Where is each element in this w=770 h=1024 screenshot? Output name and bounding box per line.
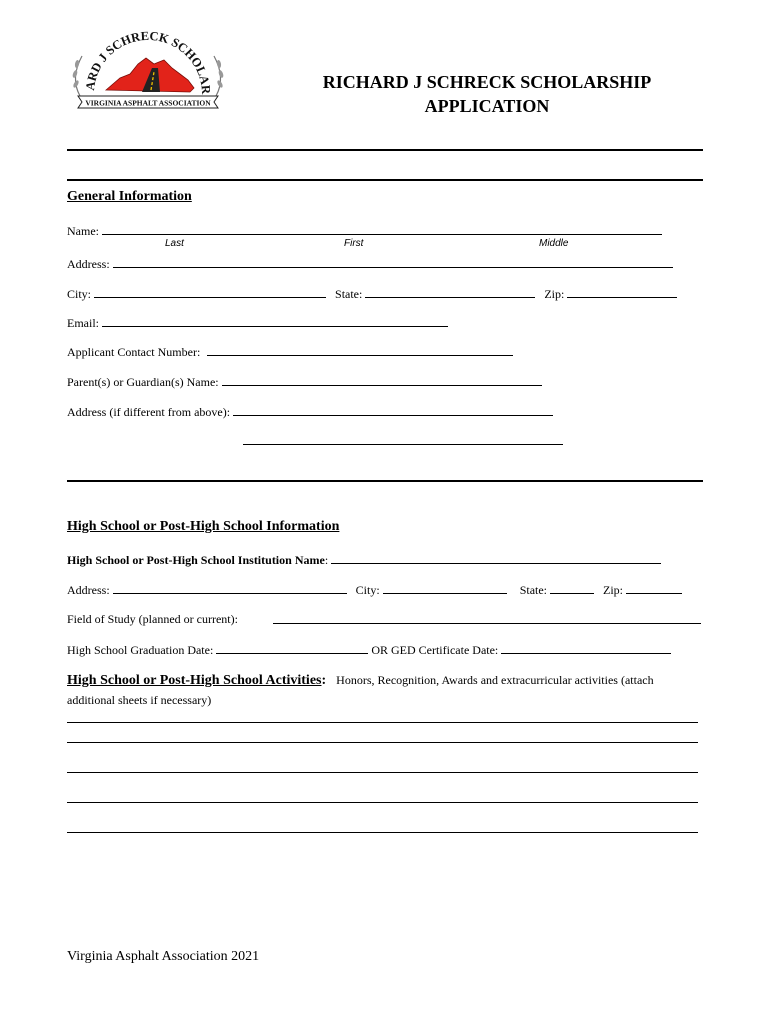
school-zip-label: Zip: xyxy=(603,583,624,597)
form-title-line2: APPLICATION xyxy=(424,96,550,116)
form-title-line1: RICHARD J SCHRECK SCHOLARSHIP xyxy=(322,72,652,92)
institution-row xyxy=(67,552,661,568)
activities-line-2[interactable] xyxy=(67,742,698,743)
association-logo xyxy=(68,18,228,118)
school-state-field[interactable] xyxy=(550,582,594,594)
school-city-field[interactable] xyxy=(383,582,507,594)
school-state-label: State: xyxy=(519,583,548,597)
divider xyxy=(67,149,703,151)
activities-row xyxy=(67,671,654,689)
alt-address-row xyxy=(67,404,553,420)
institution-label: High School or Post-High School Institution Name xyxy=(67,553,325,567)
zip-field[interactable] xyxy=(567,286,677,298)
city-field[interactable] xyxy=(94,286,326,298)
ged-date-field[interactable] xyxy=(501,642,671,654)
name-label: Name: xyxy=(67,224,99,238)
name-row xyxy=(67,223,662,239)
logo-seal-icon xyxy=(68,18,228,118)
activities-line-1[interactable] xyxy=(67,722,698,723)
contact-field[interactable] xyxy=(207,344,513,356)
address-field[interactable] xyxy=(113,256,673,268)
alt-address-label: Address (if different from above): xyxy=(67,405,231,419)
activities-heading: High School or Post-High School Activities xyxy=(67,673,322,688)
email-field[interactable] xyxy=(102,315,448,327)
contact-row xyxy=(67,344,513,360)
school-address-label: Address: xyxy=(67,583,110,597)
field-of-study-label: Field of Study (planned or current): xyxy=(67,612,238,626)
school-address-row xyxy=(67,582,682,598)
institution-field[interactable] xyxy=(331,552,661,564)
parent-field[interactable] xyxy=(222,374,542,386)
grad-date-row xyxy=(67,642,671,658)
activities-colon: : xyxy=(321,673,327,688)
state-field[interactable] xyxy=(365,286,535,298)
email-row xyxy=(67,315,448,331)
ged-date-label: OR GED Certificate Date: xyxy=(371,643,499,657)
footer-text: Virginia Asphalt Association 2021 xyxy=(67,949,260,964)
school-city-label: City: xyxy=(355,583,380,597)
field-of-study-field[interactable] xyxy=(273,612,701,624)
name-field[interactable] xyxy=(102,223,662,235)
school-zip-field[interactable] xyxy=(626,582,682,594)
activities-desc-line1: Honors, Recognition, Awards and extracurricular activities (attach xyxy=(336,673,654,687)
svg-text:VIRGINIA ASPHALT ASSOCIATION: VIRGINIA ASPHALT ASSOCIATION xyxy=(85,98,211,108)
first-sublabel: First xyxy=(344,238,364,249)
city-state-zip-row xyxy=(67,286,677,302)
activities-line-3[interactable] xyxy=(67,772,698,773)
divider xyxy=(67,480,703,482)
general-info-heading: General Information xyxy=(67,189,192,204)
grad-date-label: High School Graduation Date: xyxy=(67,643,214,657)
institution-colon: : xyxy=(324,553,329,567)
parent-label: Parent(s) or Guardian(s) Name: xyxy=(67,375,219,389)
activities-line-5[interactable] xyxy=(67,832,698,833)
activities-desc-line2: additional sheets if necessary) xyxy=(67,693,212,707)
email-label: Email: xyxy=(67,316,99,330)
address-label: Address: xyxy=(67,257,110,271)
alt-address-field-line2[interactable] xyxy=(243,433,563,445)
contact-label: Applicant Contact Number: xyxy=(67,345,201,359)
grad-date-field[interactable] xyxy=(216,642,368,654)
school-address-field[interactable] xyxy=(113,582,347,594)
alt-address-field[interactable] xyxy=(233,404,553,416)
address-row xyxy=(67,256,673,272)
last-sublabel: Last xyxy=(165,238,184,249)
activities-line-4[interactable] xyxy=(67,802,698,803)
svg-text:RICHARD J SCHRECK SCHOLARSHIP: ARD J SCHRECK SCHOLAR xyxy=(83,28,214,95)
school-info-heading: High School or Post-High School Information xyxy=(67,519,340,534)
parent-row xyxy=(67,374,542,390)
divider xyxy=(67,179,703,181)
state-label: State: xyxy=(335,287,363,301)
zip-label: Zip: xyxy=(544,287,565,301)
middle-sublabel: Middle xyxy=(539,238,569,249)
city-label: City: xyxy=(67,287,92,301)
